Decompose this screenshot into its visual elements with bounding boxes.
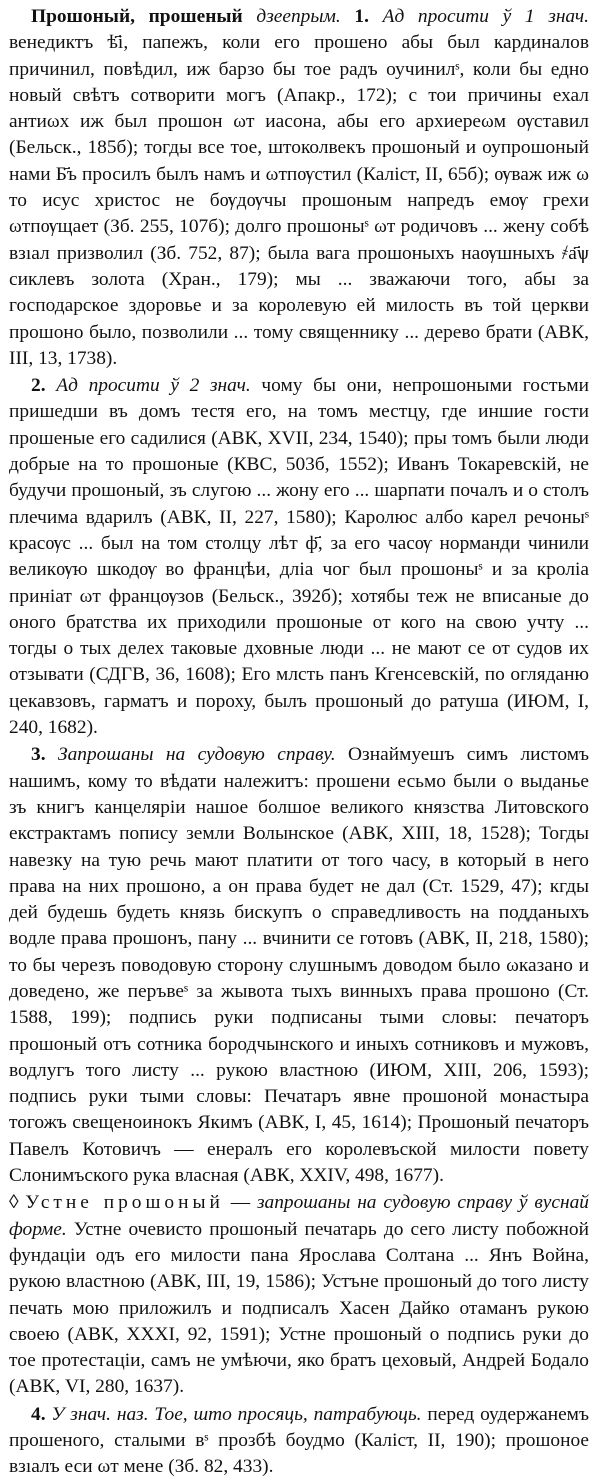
part-of-speech: дзеепрым.	[256, 6, 341, 27]
sense-4-citations: перед оудержанемъ прошеного, сталыми вˢ прозбѣ боудмо (Каліст, II, 190); прошоное взıалъ еси ωт мене (Зб. 82, 433).	[9, 1403, 589, 1478]
entry-sense-1	[9, 4, 589, 372]
sense-4-definition: У знач. наз. Тое, што просяць, патрабуюць.	[51, 1403, 422, 1425]
headword: Прошоный, прошеный	[31, 6, 243, 27]
sense-1-number: 1.	[354, 6, 369, 27]
sense-2-number: 2.	[31, 375, 46, 397]
sense-1-definition: Ад просити ў 1 знач.	[382, 6, 589, 27]
sense-4-number: 4.	[31, 1403, 46, 1425]
subentry-citations: Устне очевисто прошоный печатарь до сего листу побожной фундаціи одъ его милости пана Ярослава Солтана ... Янъ Война, рукою властною (АВК, III, 19, 1586); Устъне прошоный до того листу печать мою приложилъ и подписалъ Хасен Дайко отаманъ рукою своею (АВК, XXXI, 92, 1591); Устне прошоный о подпись руки до тое протестаціи, самъ не умѣючи, яко братъ цеховый, Андрей Бодало (АВК, VI, 280, 1637).	[9, 1218, 589, 1398]
subentry-phrase: Устне прошоный	[25, 1192, 224, 1214]
subentry-dash: —	[223, 1192, 257, 1214]
entry-sense-2	[9, 373, 589, 741]
sense-3-citations: Ознаймуешъ симъ листомъ нашимъ, кому то вѣдати належитъ: прошени есьмо были о выданье зъ книгъ канцеляріи нашое болшое великого князства Литовского екстрактамъ попису земли Волынское (АВК, XIII, 18, 1528); Тогды навезку на тую речь мают платити от того часу, в который в него права на них прошоно, а он права будет не дал (Ст. 1529, 47); кгды дей будешь будеть князь бискупъ о справедливость на подданыхъ водле права прошонъ, пану ... вчинити се готовъ (АВК, II, 218, 1580); то бы черезъ поводовую сторону слушнымъ доводом было ωказано и доведено, же перъвеˢ за жывота тыхъ винныхъ права прошоно (Ст. 1588, 199); подпись руки подписаны тыми словы: печаторъ прошоный отъ сотника бородчынского и иныхъ сотниковъ и мужовъ, водлугъ того листу ... рукою властною (ИЮМ, XIII, 206, 1593); подпись руки тыми словы: Печатаръ явне прошоной монастыра тогожъ свещеноинокъ Якимъ (АВК, I, 45, 1614); Прошоный печаторъ Павелъ Котовичъ — енералъ его королевъской милости повету Слонимъского рука власная (АВК, XXIV, 498, 1677).	[9, 744, 589, 1187]
sense-2-definition: Ад просити ў 2 знач.	[56, 375, 251, 397]
sense-3-definition: Запрошаны на судовую справу.	[57, 744, 336, 766]
entry-sense-3	[9, 742, 589, 1189]
entry-subentry-ustne	[9, 1190, 589, 1400]
sense-1-citations: венедиктъ ѣ҃і, папежъ, коли его прошено абы был кардиналов причинил, повѣдил, иж барзо бы тое радъ оучинилˢ, коли бы едно новый свѣтъ сотворити могъ (Апакр., 172); с тои причины ехал антиωх иж был прошон ωт иасона, абы его архиереωм ѹставил (Бельск., 185б); тогды все тое, штоколвекъ прошоный и оупрошоный нами Б҃ъ просилъ былъ намъ и ωтпѹстил (Каліст, II, 65б); ѹваж иж ω то исус христос не бѹдѹчы прошоным напредъ емѹ грехи ωтпѹщает (Зб. 255, 107б); долго прошоныˢ ωт родичовъ ... жену собѣ взıал призволил (Зб. 752, 87); была вага прошоныхъ наѹшныхъ ҂а҃ѱ сиклевъ золота (Хран., 179); мы ... зважаючи того, абы за господарское здоровье и за королевую ей милость въ той церкви прошоно было, позволили ... тому священнику ... дерево брати (АВК, III, 13, 1738).	[9, 32, 589, 369]
subentry-definition: запрошаны на судовую справу ў вуснай форме.	[9, 1192, 589, 1240]
sense-3-number: 3.	[31, 744, 46, 766]
sense-2-citations: чому бы они, непрошоными гостьми пришедши въ домъ тестя его, на томъ местцу, где иншие гости прошеные его садилися (АВК, XVII, 234, 1540); пры томъ были люди добрые на то прошоные (КВС, 503б, 1552); Иванъ Токаревскій, не будучи прошоный, зъ слугою ... жону его ... шарпати почалъ и о столъ плечима вдарилъ (АВК, II, 227, 1580); Каролюс албо карел речоныˢ красѹс ... был на том столцу лѣт ф҃, за его часѹ норманди чинили великѹю шкодѹ во францѣи, дліа чог был прошоныˢ и за кроліа приніат ωт францѹзов (Бельск., 392б); хотябы теж не вписаные до оного братства их приходили прошоные от кого на свою учту ... тогды о тых делех таковые дховные люди ... не мают се от судов их отзывати (СДГВ, 36, 1608); Его млсть панъ Кгенсевскій, по огляданю цекавзовъ, гарматъ и пороху, былъ прошоный до ратуша (ИЮМ, I, 240, 1682).	[9, 375, 589, 739]
entry-sense-4	[9, 1402, 589, 1481]
diamond-icon: ◊	[9, 1192, 19, 1214]
